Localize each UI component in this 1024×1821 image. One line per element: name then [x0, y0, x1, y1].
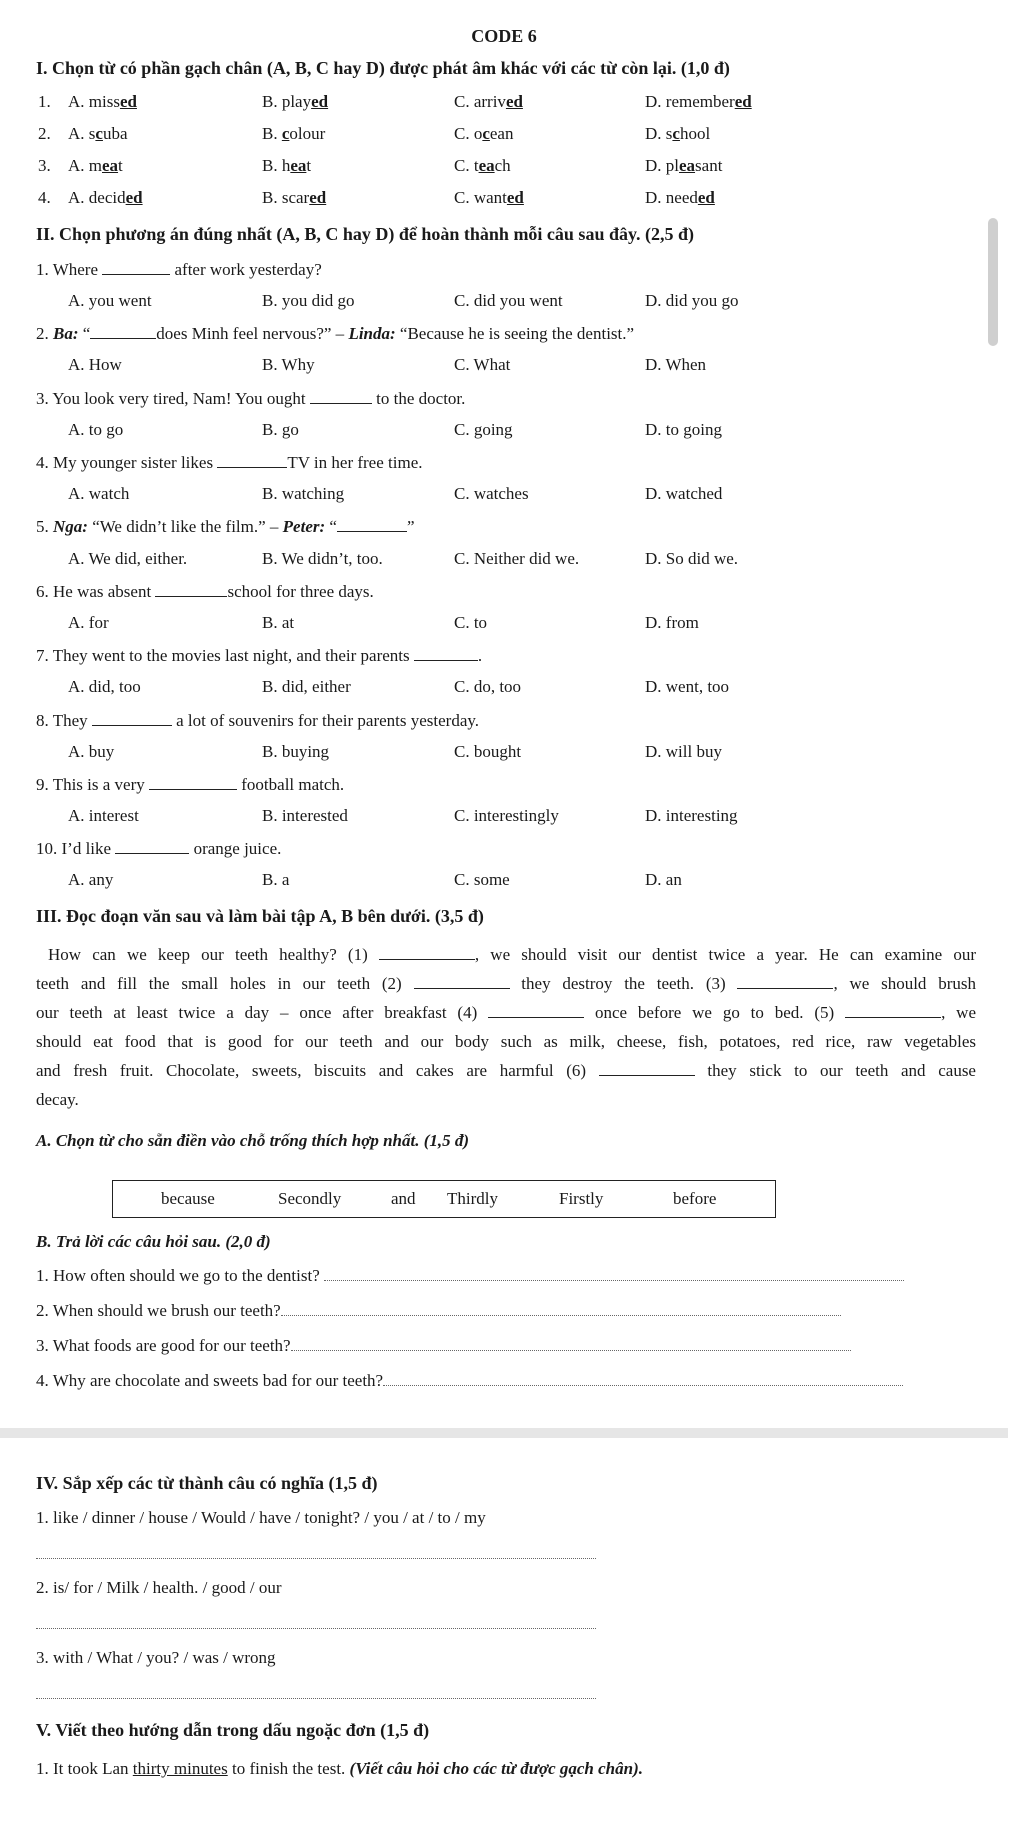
option-b[interactable]: B. buying: [262, 742, 330, 761]
option-d[interactable]: D. needed: [645, 188, 715, 207]
answer-line[interactable]: [36, 1627, 596, 1629]
option-c[interactable]: C. watches: [454, 484, 529, 503]
option-b[interactable]: B. heat: [262, 156, 312, 175]
option-d[interactable]: D. When: [645, 355, 707, 374]
option-c[interactable]: C. did you went: [454, 291, 563, 310]
passage-line: teeth and fill the small holes in our teeth (2) they destroy the teeth. (3) , we should brush: [36, 974, 976, 993]
option-d[interactable]: D. went, too: [645, 677, 730, 696]
question-2-10: 10. I’d like orange juice.: [36, 839, 282, 858]
passage-line: and fresh fruit. Chocolate, sweets, biscuits and cakes are harmful (6) they stick to our teeth and cause: [36, 1061, 976, 1080]
option-b[interactable]: B. interested: [262, 806, 348, 825]
word-before[interactable]: before: [673, 1189, 717, 1208]
option-b[interactable]: B. played: [262, 92, 329, 111]
answer-line[interactable]: [281, 1301, 841, 1316]
part-b-question-2: 2. When should we brush our teeth?: [36, 1301, 841, 1321]
option-d[interactable]: D. to going: [645, 420, 722, 439]
question-2-5: 5. Nga: “We didn’t like the film.” – Peter: “ ”: [36, 517, 415, 536]
option-d[interactable]: D. watched: [645, 484, 723, 503]
option-c[interactable]: C. Neither did we.: [454, 549, 580, 568]
option-c[interactable]: C. wanted: [454, 188, 524, 207]
answer-line[interactable]: [324, 1266, 904, 1281]
option-c[interactable]: C. going: [454, 420, 513, 439]
section-3-title: III. Đọc đoạn văn sau và làm bài tập A, B bên dưới. (3,5 đ): [36, 906, 484, 926]
question-2-6: 6. He was absent school for three days.: [36, 582, 374, 601]
reading-passage: [36, 940, 976, 1114]
option-d[interactable]: D. will buy: [645, 742, 722, 761]
question-2-1: 1. Where after work yesterday?: [36, 260, 322, 279]
option-d[interactable]: D. from: [645, 613, 699, 632]
part-b-question-4: 4. Why are chocolate and sweets bad for our teeth?: [36, 1371, 903, 1391]
question-2-4: 4. My younger sister likes TV in her free time.: [36, 453, 423, 472]
option-a[interactable]: A. meat: [68, 156, 123, 175]
option-a[interactable]: A. decided: [68, 188, 143, 207]
option-c[interactable]: C. teach: [454, 156, 511, 175]
option-a[interactable]: A. watch: [68, 484, 130, 503]
passage-line: How can we keep our teeth healthy? (1) , we should visit our dentist twice a year. He can examine our: [48, 945, 976, 964]
passage-line: should eat food that is good for our teeth and our body such as milk, cheese, fish, potatoes, red rice, raw vegetables: [36, 1032, 976, 1051]
option-d[interactable]: D. So did we.: [645, 549, 739, 568]
option-b[interactable]: B. scared: [262, 188, 327, 207]
option-a[interactable]: A. did, too: [68, 677, 141, 696]
option-a[interactable]: A. to go: [68, 420, 124, 439]
section-1-row-number: 3.: [38, 156, 51, 175]
option-b[interactable]: B. watching: [262, 484, 345, 503]
word-thirdly[interactable]: Thirdly: [447, 1189, 498, 1208]
option-d[interactable]: D. did you go: [645, 291, 739, 310]
scrollbar-thumb[interactable]: [988, 218, 998, 346]
answer-line[interactable]: [291, 1336, 851, 1351]
answer-line[interactable]: [36, 1557, 596, 1559]
option-d[interactable]: D. an: [645, 870, 682, 889]
word-firstly[interactable]: Firstly: [559, 1189, 604, 1208]
question-2-9: 9. This is a very football match.: [36, 775, 345, 794]
answer-line[interactable]: [36, 1697, 596, 1699]
option-b[interactable]: B. colour: [262, 124, 326, 143]
option-d[interactable]: D. remembered: [645, 92, 752, 111]
rearrange-item-1: 1. like / dinner / house / Would / have / tonight? / you / at / to / my: [36, 1508, 486, 1527]
option-d[interactable]: D. school: [645, 124, 711, 143]
option-c[interactable]: C. do, too: [454, 677, 522, 696]
section-1-title: I. Chọn từ có phần gạch chân (A, B, C hay D) được phát âm khác với các từ còn lại. (1,0 đ): [36, 58, 730, 78]
part-b-question-1: 1. How often should we go to the dentist?: [36, 1266, 904, 1286]
option-c[interactable]: C. bought: [454, 742, 522, 761]
option-a[interactable]: A. missed: [68, 92, 137, 111]
page-separator: [0, 1428, 1008, 1438]
answer-line[interactable]: [383, 1371, 903, 1386]
passage-line: our teeth at least twice a day – once after breakfast (4) once before we go to bed. (5) , we: [36, 1003, 977, 1022]
option-b[interactable]: B. Why: [262, 355, 315, 374]
passage-line: decay.: [36, 1090, 79, 1109]
option-b[interactable]: B. a: [262, 870, 290, 889]
option-b[interactable]: B. go: [262, 420, 299, 439]
part-a-title: A. Chọn từ cho sẵn điền vào chỗ trống thích hợp nhất. (1,5 đ): [36, 1131, 470, 1150]
option-b[interactable]: B. at: [262, 613, 295, 632]
rearrange-item-2: 2. is/ for / Milk / health. / good / our: [36, 1578, 282, 1597]
option-d[interactable]: D. interesting: [645, 806, 738, 825]
rearrange-item-3: 3. with / What / you? / was / wrong: [36, 1648, 276, 1667]
option-d[interactable]: D. pleasant: [645, 156, 723, 175]
section-5-question-1: 1. It took Lan thirty minutes to finish the test. (Viết câu hỏi cho các từ được gạch chân).: [36, 1759, 643, 1778]
option-a[interactable]: A. interest: [68, 806, 139, 825]
option-a[interactable]: A. buy: [68, 742, 115, 761]
option-c[interactable]: C. interestingly: [454, 806, 559, 825]
option-c[interactable]: C. ocean: [454, 124, 514, 143]
question-2-8: 8. They a lot of souvenirs for their parents yesterday.: [36, 711, 480, 730]
word-secondly[interactable]: Secondly: [278, 1189, 342, 1208]
question-2-2: 2. Ba: “ does Minh feel nervous?” – Linda: “Because he is seeing the dentist.”: [36, 324, 635, 343]
option-c[interactable]: C. arrived: [454, 92, 523, 111]
question-2-7: 7. They went to the movies last night, and their parents .: [36, 646, 483, 665]
option-a[interactable]: A. scuba: [68, 124, 128, 143]
option-c[interactable]: C. some: [454, 870, 510, 889]
option-c[interactable]: C. What: [454, 355, 511, 374]
option-a[interactable]: A. you went: [68, 291, 152, 310]
right-gutter: [1008, 0, 1024, 1821]
question-2-3: 3. You look very tired, Nam! You ought to the doctor.: [36, 389, 466, 408]
code-title: CODE 6: [471, 26, 537, 46]
option-a[interactable]: A. any: [68, 870, 114, 889]
section-2-title: II. Chọn phương án đúng nhất (A, B, C hay D) để hoàn thành mỗi câu sau đây. (2,5 đ): [36, 224, 694, 244]
part-b-question-3: 3. What foods are good for our teeth?: [36, 1336, 851, 1356]
section-4-title: IV. Sắp xếp các từ thành câu có nghĩa (1,5 đ): [36, 1473, 378, 1493]
word-because[interactable]: because: [161, 1189, 215, 1208]
option-b[interactable]: B. you did go: [262, 291, 355, 310]
word-bank: [112, 1180, 776, 1218]
option-b[interactable]: B. We didn’t, too.: [262, 549, 383, 568]
section-1-row-number: 2.: [38, 124, 51, 143]
section-5-title: V. Viết theo hướng dẫn trong dấu ngoặc đơn (1,5 đ): [36, 1720, 430, 1740]
section-1-row-number: 1.: [38, 92, 51, 111]
option-b[interactable]: B. did, either: [262, 677, 351, 696]
part-b-title: B. Trả lời các câu hỏi sau. (2,0 đ): [36, 1232, 271, 1251]
option-a[interactable]: A. We did, either.: [68, 549, 188, 568]
option-a[interactable]: A. How: [68, 355, 122, 374]
section-1-row-number: 4.: [38, 188, 51, 207]
option-c[interactable]: C. to: [454, 613, 488, 632]
word-and[interactable]: and: [391, 1189, 416, 1208]
option-a[interactable]: A. for: [68, 613, 109, 632]
